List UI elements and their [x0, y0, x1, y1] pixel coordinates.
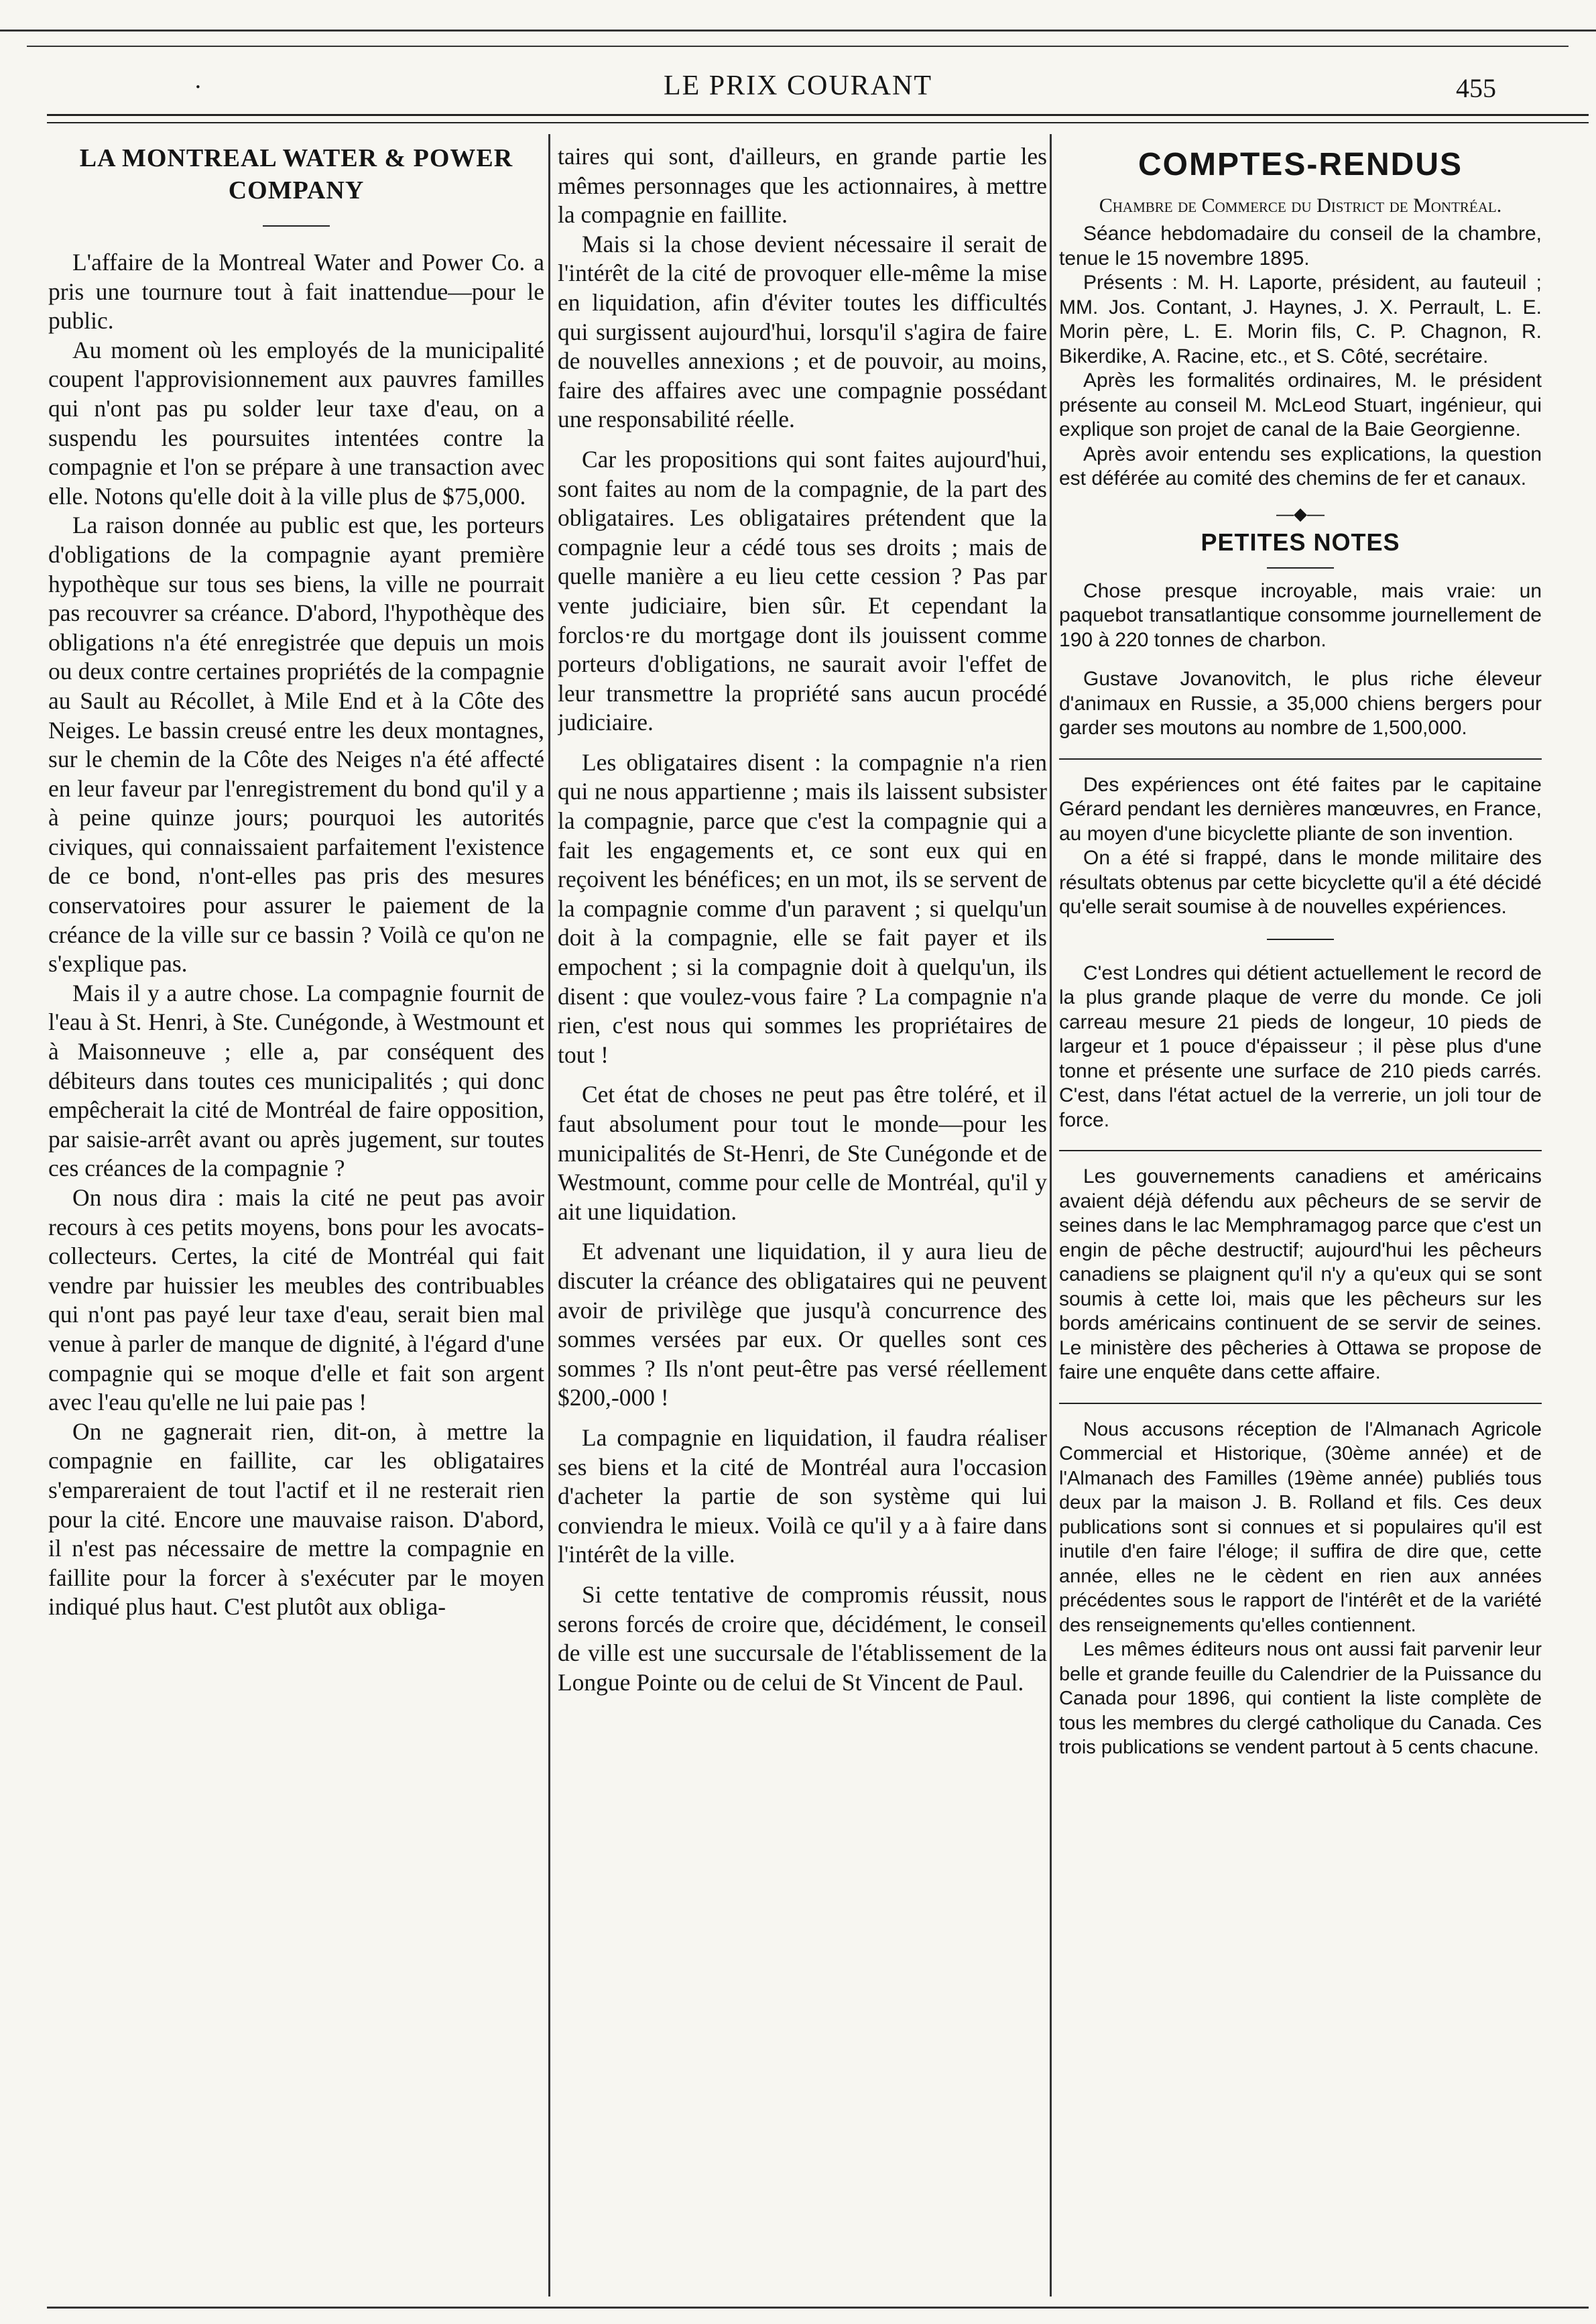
note-paragraph: Les mêmes éditeurs nous ont aussi fait parvenir leur belle et grande feuille du Calendrier de la Puissance du Canada pour 1896, qui contient la liste complète de tous les membres du clergé catholique du Canada. Ces trois publications se vendent partout à 5 cents chacune.	[1059, 1639, 1542, 1758]
petites-notes-title: PETITES NOTES	[1201, 528, 1400, 556]
article-column-3	[1059, 142, 1542, 2244]
note-paragraph: Chose presque incroyable, mais vraie: un paquebot transatlantique consomme journellement de 190 à 220 tonnes de charbon.	[1059, 579, 1542, 651]
note-separator	[1059, 1403, 1542, 1404]
article-paragraph: La compagnie en liquidation, il faudra réaliser ses biens et la cité de Montréal aura l'occasion d'acheter la partie de son système qui lui conviendra le mieux. Voilà ce qu'il y a à faire dans l'intérêt de la ville.	[558, 1424, 1047, 1568]
bottom-border-rule	[47, 2307, 1589, 2309]
article-paragraph: Cet état de choses ne peut pas être toléré, et il faut absolument pour tout le monde—pour les municipalités de St-Henri, de Ste Cunégonde et de Westmount, comme pour celle de Montréal, qu'il y ait une liquidation.	[558, 1081, 1047, 1225]
page-header-title: LE PRIX COURANT	[663, 70, 932, 101]
comptes-rendus-title: COMPTES-RENDUS	[1138, 147, 1463, 182]
top-border-rule	[0, 30, 1596, 32]
article-paragraph: Car les propositions qui sont faites aujourd'hui, sont faites au nom de la compagnie, de la part des obligataires. Les obligataires prétendent que la compagnie leur a cédé tous ses droits ; mais de quelle manière a eu lieu cette cession ? Pas par vente judiciaire, bien sûr. Et cependant la forclos·re du mortgage dont ils jouissent comme porteurs d'obligations, ne saurait avoir l'effet de leur transmettre la propriété sans aucun procédé judiciaire.	[558, 445, 1047, 736]
article-column-1	[48, 142, 544, 2244]
petites-rule	[1267, 567, 1334, 569]
article-paragraph: Mais si la chose devient nécessaire il serait de l'intérêt de la cité de provoquer elle-même la mise en liquidation, afin d'éviter toutes les difficultés qui surgissent aujourd'hui, lorsqu'il s'agira de faire de nouvelles annexions ; et de pouvoir, au moins, faire des affaires avec une compagnie possédant une responsabilité réelle.	[558, 230, 1047, 433]
column-divider-1	[548, 134, 550, 2297]
article-paragraph: On nous dira : mais la cité ne peut pas avoir recours à ces petits moyens, bons pour les avocats-collecteurs. Certes, la cité de Montréal qui fait vendre par huissier les meubles des contribuables qui n'ont pas payé leur taxe d'eau, serait bien mal venue à parler de manque de dignité, à l'égard d'une compagnie qui se moque d'elle et fait son argent avec l'eau qu'elle ne lui paie pas !	[48, 1184, 544, 1416]
note-paragraph: On a été si frappé, dans le monde militaire des résultats obtenus par cette bicyclette qu'il a été décidé qu'elle serait soumise à de nouvelles expériences.	[1059, 847, 1542, 918]
article-paragraph: Au moment où les employés de la municipalité coupent l'approvisionnement aux pauvres familles qui n'ont pas pu solder leur taxe d'eau, on a suspendu les poursuites intentées contre la compagnie et l'on se prépare à une transaction avec elle. Notons qu'elle doit à la ville plus de $75,000.	[48, 336, 544, 510]
note-separator	[1059, 758, 1542, 760]
note-paragraph: Des expériences ont été faites par le capitaine Gérard pendant les dernières manœuvres, en France, au moyen d'une bicyclette pliante de son invention.	[1059, 773, 1542, 845]
page-number: 455	[1456, 73, 1496, 103]
article-paragraph: Si cette tentative de compromis réussit, nous serons forcés de croire que, décidément, le conseil de ville est une succursale de l'établissement de la Longue Pointe ou de celui de St Vincent de Paul.	[558, 1580, 1047, 1696]
article-title: LA MONTREAL WATER & POWER COMPANY	[79, 144, 513, 205]
header-rule-2	[47, 122, 1589, 123]
article-paragraph: taires qui sont, d'ailleurs, en grande partie les mêmes personnages que les actionnaires, à mettre la compagnie en faillite.	[558, 143, 1047, 229]
note-separator	[1059, 1150, 1542, 1151]
article-paragraph: L'affaire de la Montreal Water and Power Co. a pris une tournure tout à fait inattendue—pour le public.	[48, 249, 544, 335]
section-ornament: —◆—	[1276, 503, 1325, 524]
article-paragraph: On ne gagnerait rien, dit-on, à mettre la compagnie en faillite, car les obligataires s'empareraient de tout l'actif et il ne resterait rien pour la cité. Encore une mauvaise raison. D'abord, il n'est pas nécessaire de mettre la compagnie en faillite pour la forcer à s'exécuter par le moyen indiqué plus haut. C'est plutôt aux obliga-	[48, 1417, 544, 1621]
article-paragraph: Mais il y a autre chose. La compagnie fournit de l'eau à St. Henri, à Ste. Cunégonde, à Westmount et à Maisonneuve ; elle a, par conséquent des débiteurs dans toutes ces municipalités ; qui donc empêcherait la cité de Montréal de faire opposition, par saisie-arrêt avant ou après jugement, sur toutes ces créances de la compagnie ?	[48, 979, 544, 1182]
article-paragraph: Et advenant une liquidation, il y aura lieu de discuter la créance des obligataires qui ne peuvent avoir de privilège que jusqu'à concurrence des sommes versées par eux. Or quelles sont ces sommes ? Ils n'ont peut-être pas versé réellement $200,-000 !	[558, 1238, 1047, 1411]
report-paragraph: Présents : M. H. Laporte, président, au fauteuil ; MM. Jos. Contant, J. Haynes, J. X. Perrault, L. E. Morin père, L. E. Morin fils, C. P. Chagnon, R. Bikerdike, A. Racine, etc., et S. Côté, secrétaire.	[1059, 272, 1542, 367]
header-dot: ·	[194, 74, 202, 101]
top-border-rule-2	[27, 46, 1569, 47]
report-paragraph: Séance hebdomadaire du conseil de la chambre, tenue le 15 novembre 1895.	[1059, 223, 1542, 270]
article-paragraph: Les obligataires disent : la compagnie n'a rien qui ne nous appartienne ; mais ils laissent subsister la compagnie, parce que c'est la compagnie qui a fait les engagements et, ce sont eux qui en reçoivent les bénéfices; en un mot, ils se servent de la compagnie comme d'un paravent ; si quelqu'un doit à la compagnie, elle se fait payer et ils empochent ; si la compagnie doit à quelqu'un, ils disent : que voulez-vous faire ? La compagnie n'a rien, c'est nous qui sommes les propriétaires de tout !	[558, 748, 1047, 1068]
column-divider-2	[1050, 134, 1052, 2297]
title-rule	[263, 225, 330, 227]
article-column-2	[558, 142, 1047, 2244]
note-paragraph: Nous accusons réception de l'Almanach Agricole Commercial et Historique, (30ème année) et de l'Almanach des Familles (19ème année) publiés tous deux par la maison J. B. Rolland et fils. Ces deux publications sont si connues et si populaires qu'il est inutile d'en faire l'éloge; il suffira de dire que, cette année, elles ne le cèdent en rien aux années précédentes sous le rapport de l'intérêt et de la variété des renseignements qu'elles contiennent.	[1059, 1418, 1542, 1636]
note-paragraph: C'est Londres qui détient actuellement le record de la plus grande plaque de verre du monde. Ce joli carreau mesure 21 pieds de longeur, 10 pieds de largeur et 1 pouce d'épaisseur ; il pèse plus d'une tonne et présente une surface de 210 pieds carrés. C'est, dans l'état actuel de la verrerie, un joli tour de force.	[1059, 962, 1542, 1131]
article-paragraph: La raison donnée au public est que, les porteurs d'obligations de la compagnie ayant première hypothèque sur tous ses biens, la ville ne pourrait pas recouvrer sa créance. D'abord, l'hypothèque des obligations n'a été enregistrée que depuis un mois ou deux contre certaines propriétés de la compagnie au Sault au Récollet, à Mile End et à la Côte des Neiges. Le bassin creusé entre les deux montagnes, sur le chemin de la Côte des Neiges n'a été affecté en leur faveur par l'enregistrement du bond qu'il y a à peine quinze jours; pourquoi les autorités civiques, qui connaissaient parfaitement l'existence de ce bond, n'ont-elles pas pris des mesures conservatoires pour assurer le paiement de la créance de la ville sur ce bassin ? Voilà ce qu'on ne s'explique pas.	[48, 512, 544, 978]
note-paragraph: Gustave Jovanovitch, le plus riche éleveur d'animaux en Russie, a 35,000 chiens bergers pour garder ses moutons au nombre de 1,500,000.	[1059, 668, 1542, 739]
report-paragraph: Après les formalités ordinaires, M. le président présente au conseil M. McLeod Stuart, ingénieur, qui explique son projet de canal de la Baie Georgienne.	[1059, 369, 1542, 441]
note-paragraph: Les gouvernements canadiens et américains avaient déjà défendu aux pêcheurs de se servir de seines dans le lac Memphramagog parce que c'est un engin de pêche destructif; aujourd'hui les pêcheurs canadiens se plaignent qu'il n'y a qu'eux qui se sont soumis à cette loi, mais que les pêcheurs sur les bords américains continuent de se servir de seines. Le ministère des pêcheries à Ottawa se propose de faire une enquête dans cette affaire.	[1059, 1165, 1542, 1383]
chambre-subheading: Chambre de Commerce du District de Montréal.	[1099, 194, 1502, 217]
note-separator	[1267, 939, 1334, 940]
report-paragraph: Après avoir entendu ses explications, la question est déférée au comité des chemins de fer et canaux.	[1059, 443, 1542, 489]
header-rule	[47, 114, 1589, 116]
